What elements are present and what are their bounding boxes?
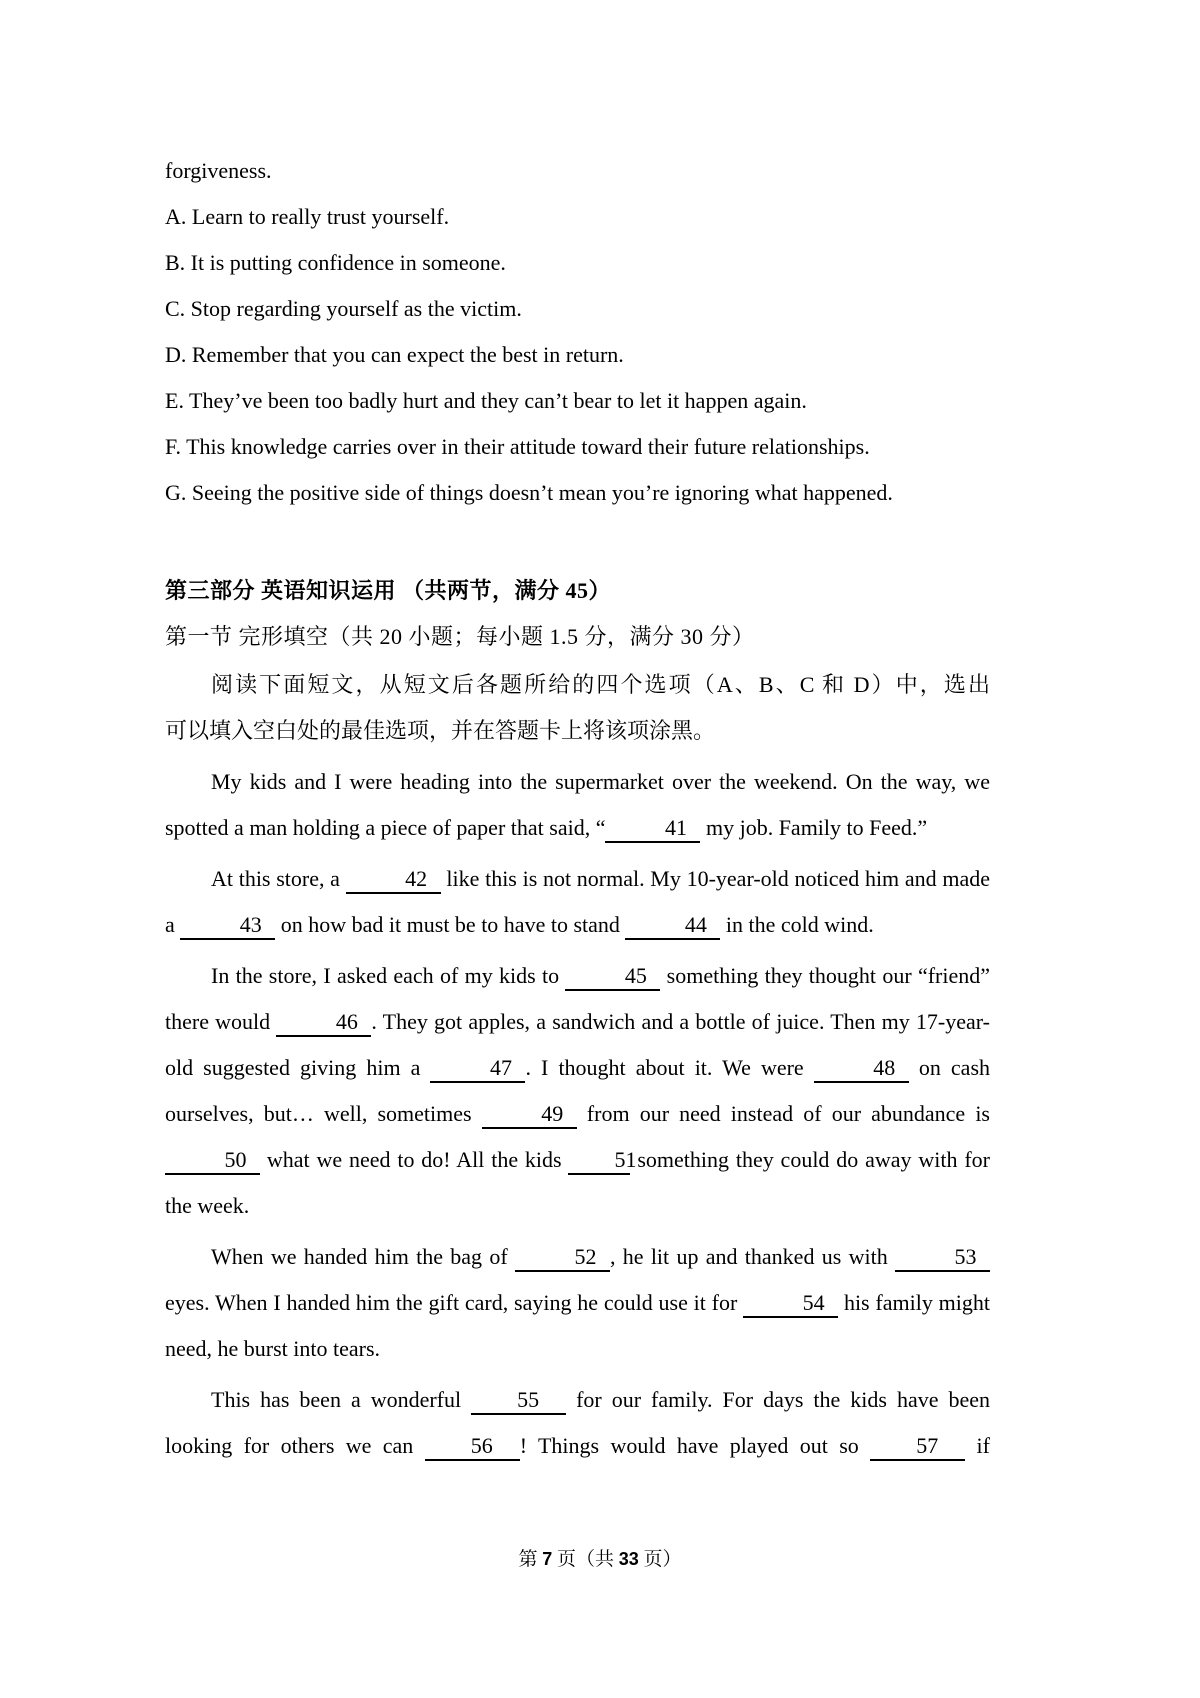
text-segment: When we handed him the bag of [211,1244,515,1269]
text-segment: his family might need, he burst into tears. [165,1290,990,1361]
text-segment: what we need to do! All the kids [260,1147,569,1172]
instruction-line-1: 阅读下面短文，从短文后各题所给的四个选项（A、B、C 和 D）中，选出 [211,672,990,697]
section-header: 第一节 完形填空（共 20 小题；每小题 1.5 分，满分 30 分） [165,624,755,649]
text-segment: , he lit up and thanked us with [609,1244,896,1269]
blank-56: 56 [425,1433,520,1461]
blank-50: 50 [165,1147,260,1175]
option-line-d: D. Remember that you can expect the best in return. [165,342,624,367]
instruction-line-2: 可以填入空白处的最佳选项，并在答题卡上将该项涂黑。 [165,718,716,743]
footer-text: 页（共 [552,1549,619,1570]
blank-45: 45 [565,963,660,991]
text-segment: if [965,1433,990,1458]
blank-53: 53 [895,1244,990,1272]
cloze-paragraph-5 [165,1377,990,1469]
option-line-a: A. Learn to really trust yourself. [165,204,450,229]
blank-49: 49 [482,1101,577,1129]
blank-54: 54 [743,1290,838,1318]
text-segment: My kids and I were heading into the supermarket over the weekend. On the way, we spotted a man holding a piece of paper that said, “ [165,769,990,840]
text-segment: on how bad it must be to have to stand [275,912,626,937]
blank-41: 41 [605,815,700,843]
text-segment: on cash ourselves, but… well, sometimes [165,1055,991,1126]
blank-43: 43 [180,912,275,940]
text-segment: like this is not normal. My 10-year-old noticed him and made a [165,866,990,937]
text-segment: This has been a wonderful [211,1387,472,1412]
text-segment: At this store, a [211,866,346,891]
text-segment: in the cold wind. [720,912,874,937]
blank-52: 52 [515,1244,610,1272]
text-segment: ! Things would have played out so [519,1433,871,1458]
blank-57: 57 [870,1433,965,1461]
cloze-paragraph-1 [165,759,990,851]
option-line-e: E. They’ve been too badly hurt and they can’t bear to let it happen again. [165,388,807,413]
cloze-paragraph-4 [165,1234,990,1372]
blank-44: 44 [625,912,720,940]
page-number: 7 [542,1549,553,1569]
footer-text: 页） [638,1549,682,1570]
text-segment: . I thought about it. We were [525,1055,814,1080]
total-pages: 33 [618,1549,639,1569]
text-segment: for our family. For days the kids have been looking for others we can [165,1387,990,1458]
blank-47: 47 [430,1055,525,1083]
page-footer [0,1546,1200,1573]
blank-51: 51 [568,1147,630,1175]
text-segment: . They got apples, a sandwich and a bottle of juice. Then my 17-year-old suggested giving him a [165,1009,990,1080]
intro-line: forgiveness. [165,158,272,183]
blank-55: 55 [471,1387,566,1415]
text-segment: something they thought our “friend” there would [165,963,991,1034]
part-header: 第三部分 英语知识运用 （共两节，满分 45） [165,578,612,603]
footer-text: 第 [518,1549,543,1570]
content-area [165,148,990,1469]
option-line-g: G. Seeing the positive side of things doesn’t mean you’re ignoring what happened. [165,480,893,505]
option-line-c: C. Stop regarding yourself as the victim. [165,296,522,321]
text-segment: from our need instead of our abundance is [576,1101,990,1126]
blank-46: 46 [276,1009,371,1037]
text-segment: In the store, I asked each of my kids to [211,963,566,988]
option-line-b: B. It is putting confidence in someone. [165,250,506,275]
blank-48: 48 [814,1055,909,1083]
cloze-paragraph-2 [165,856,990,948]
blank-42: 42 [346,866,441,894]
cloze-paragraph-3 [165,953,990,1229]
text-segment: eyes. When I handed him the gift card, saying he could use it for [165,1290,744,1315]
text-segment: my job. Family to Feed.” [700,815,928,840]
text-segment: something they could do away with for the week. [165,1147,990,1218]
option-line-f: F. This knowledge carries over in their attitude toward their future relationships. [165,434,870,459]
